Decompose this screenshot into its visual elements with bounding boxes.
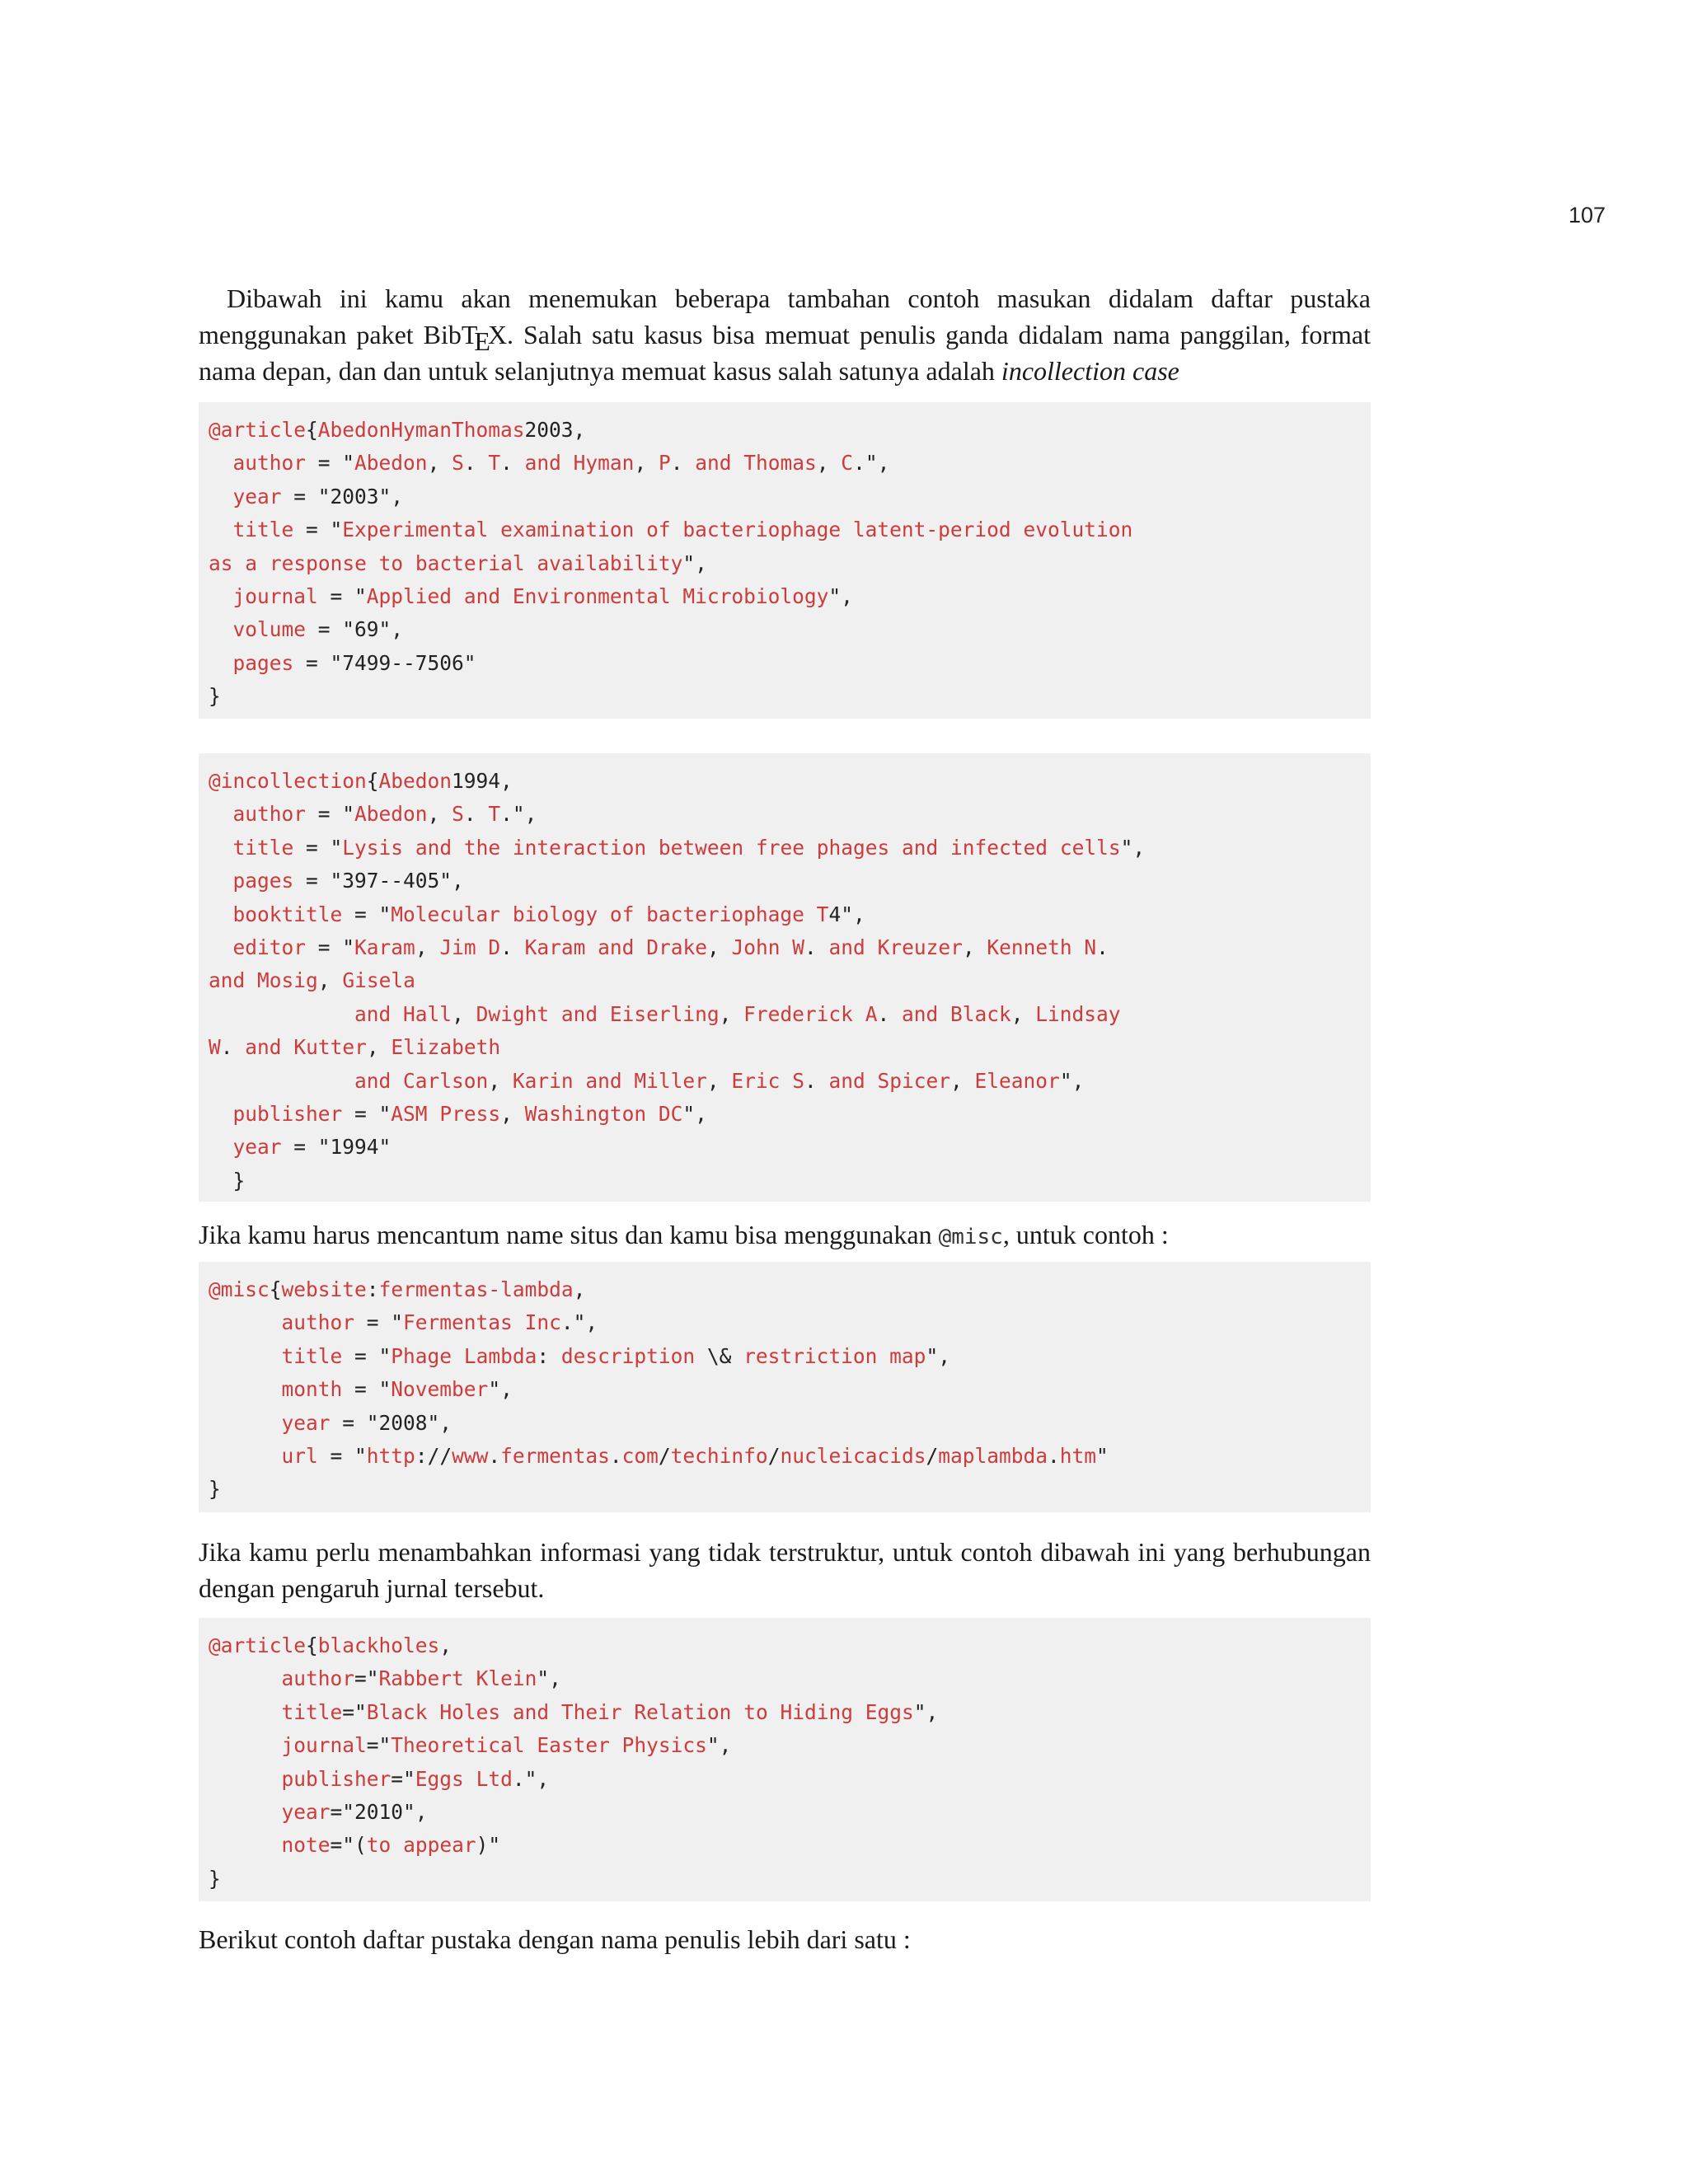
note-paragraph: Jika kamu perlu menambahkan informasi yang tidak terstruktur, untuk contoh dibawah ini yang berhubungan dengan pengaruh jurnal tersebut. <box>199 1537 1371 1603</box>
code-line: and Mosig, Gisela <box>209 968 415 993</box>
code-line: month = "November", <box>281 1377 513 1402</box>
code-line: publisher = "ASM Press, Washington DC", <box>232 1102 707 1127</box>
code-line: pages = "7499--7506" <box>232 650 476 675</box>
code-line: @article{blackholes, <box>209 1633 452 1657</box>
code-line: year = "2003", <box>232 484 404 509</box>
code-line: title = "Lysis and the interaction between free phages and infected cells", <box>232 835 1146 860</box>
code-line: year = "1994" <box>232 1135 392 1160</box>
code-line: as a response to bacterial availability", <box>209 551 707 575</box>
code-line: W. and Kutter, Elizabeth <box>209 1035 501 1060</box>
code-line: and Hall, Dwight and Eiserling, Frederick A. and Black, Lindsay <box>354 1001 1121 1026</box>
code-block-blackholes <box>199 1618 1371 1901</box>
code-block-article-abedon <box>199 402 1371 719</box>
code-line: url = "http://www.fermentas.com/techinfo/nucleicacids/maplambda.htm" <box>281 1444 1109 1469</box>
code-line: } <box>209 1477 221 1502</box>
code-line: journal="Theoretical Easter Physics", <box>281 1733 732 1758</box>
code-line: year="2010", <box>281 1800 428 1825</box>
code-block-incollection <box>199 753 1371 1202</box>
code-line: volume = "69", <box>232 617 404 642</box>
code-line: author = "Abedon, S. T. and Hyman, P. and Thomas, C.", <box>232 451 890 476</box>
page-number: 107 <box>1568 203 1606 227</box>
code-line: and Carlson, Karin and Miller, Eric S. and Spicer, Eleanor", <box>354 1068 1085 1093</box>
code-line: title = "Experimental examination of bacteriophage latent-period evolution <box>232 518 1133 542</box>
code-line: note="(to appear)" <box>281 1833 501 1858</box>
code-line: author="Rabbert Klein", <box>281 1666 561 1691</box>
intro-lead: Dibawah ini kamu akan menemukan beberapa tambahan contoh masukan didalam daftar pustaka menggunakan paket Bib <box>199 284 1371 349</box>
code-line: title="Black Holes and Their Relation to Hiding Eggs", <box>281 1699 939 1724</box>
intro-emphasis: incollection case <box>1001 356 1179 386</box>
code-line: @article{AbedonHymanThomas2003, <box>209 418 586 442</box>
tex-logo: TEX <box>461 320 508 356</box>
code-line: } <box>209 1168 246 1193</box>
code-line: @misc{website:fermentas-lambda, <box>209 1277 586 1301</box>
code-line: author = "Abedon, S. T.", <box>232 802 537 827</box>
code-line: } <box>209 684 221 709</box>
code-line: @incollection{Abedon1994, <box>209 769 513 793</box>
code-line: booktitle = "Molecular biology of bacteriophage T4", <box>232 902 865 926</box>
intro-rest: . Salah satu kasus bisa memuat penulis ganda didalam nama panggilan, format nama depan, dan dan untuk selanjutnya memuat kasus salah satunya adalah <box>199 320 1372 386</box>
intro-paragraph <box>199 280 1371 389</box>
page-content <box>199 280 1371 1957</box>
code-block-misc <box>199 1262 1371 1512</box>
misc-paragraph: Jika kamu harus mencantum name situs dan kamu bisa menggunakan @misc, untuk contoh : <box>199 1220 1169 1249</box>
code-line: title = "Phage Lambda: description \& restriction map", <box>281 1343 950 1368</box>
code-line: publisher="Eggs Ltd.", <box>281 1766 550 1791</box>
code-line: year = "2008", <box>281 1410 452 1435</box>
code-line: author = "Fermentas Inc.", <box>281 1310 598 1335</box>
inline-code-misc: @misc <box>938 1225 1003 1249</box>
closing-paragraph: Berikut contoh daftar pustaka dengan nama penulis lebih dari satu : <box>199 1924 911 1954</box>
code-line: journal = "Applied and Environmental Microbiology", <box>232 584 853 609</box>
code-line: editor = "Karam, Jim D. Karam and Drake, John W. and Kreuzer, Kenneth N. <box>232 935 1109 960</box>
code-line: } <box>209 1866 221 1891</box>
code-line: pages = "397--405", <box>232 869 464 893</box>
